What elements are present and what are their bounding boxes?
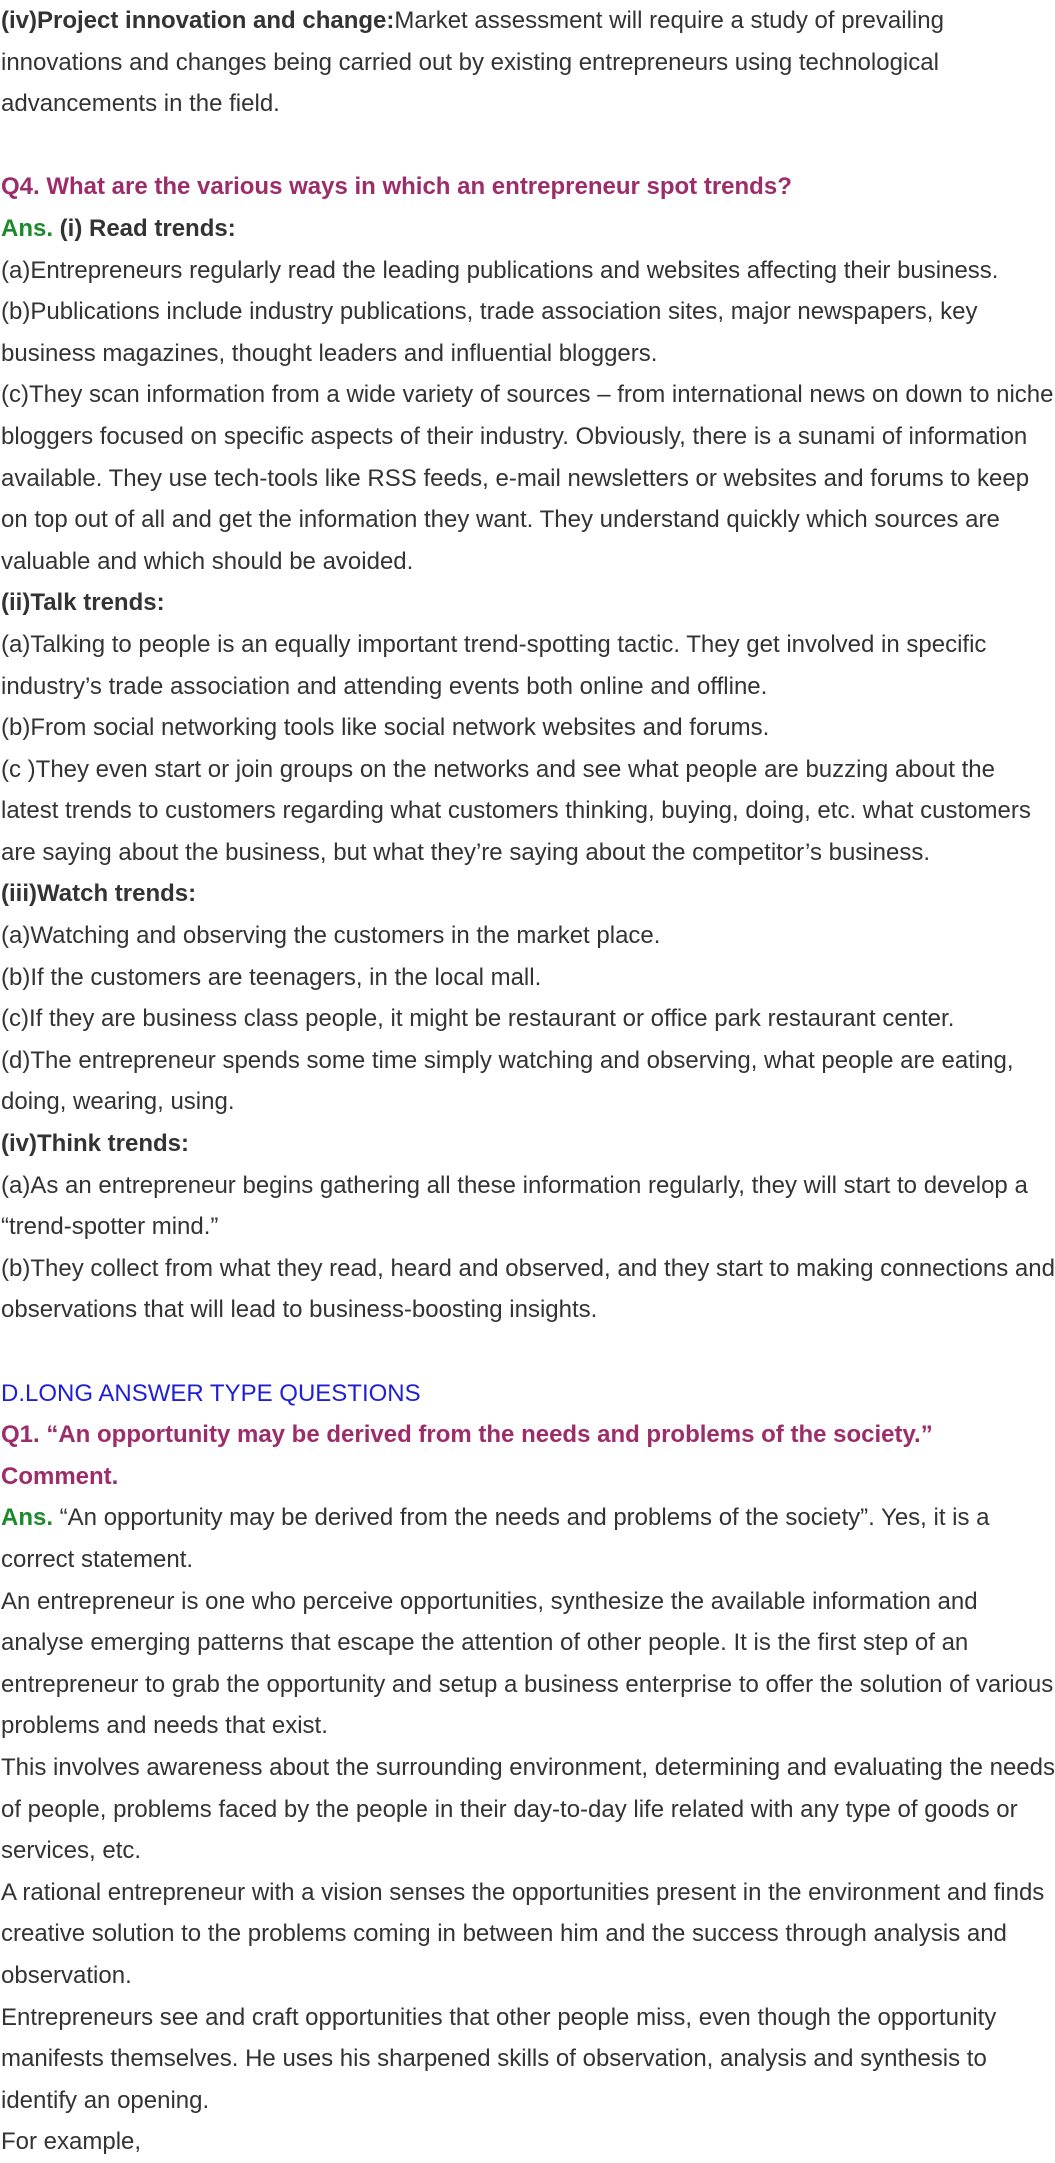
answer-paragraph: This involves awareness about the surrounding environment, determining and evaluating the needs of people, problems faced by the people in their day-to-day life related with any type of goods or services, etc. bbox=[1, 1753, 1055, 1865]
answer-label: Ans. bbox=[1, 214, 54, 242]
watch-trends-heading: (iii)Watch trends: bbox=[1, 880, 197, 908]
answer-paragraph: An entrepreneur is one who perceive opportunities, synthesize the available information and analyse emerging patterns that escape the attention of other people. It is the first step of an entrepreneur to grab the opportunity and setup a business enterprise to offer the solution of various problems and needs that exist. bbox=[1, 1587, 1054, 1740]
spacer bbox=[1, 1331, 1055, 1373]
talk-trends-heading: (ii)Talk trends: bbox=[1, 589, 165, 617]
answer-label: Ans. bbox=[1, 1504, 54, 1532]
answer-paragraph: Entrepreneurs see and craft opportunities that other people miss, even though the opportunity manifests themselves. He uses his sharpened skills of observation, analysis and synthesis to identify an opening. bbox=[1, 2003, 997, 2114]
q4-answer-start bbox=[1, 208, 1055, 250]
talk-item: (a)Talking to people is an equally important trend-spotting tactic. They get involved in specific industry’s trade association and attending events both online and offline. bbox=[1, 630, 987, 700]
watch-item: (a)Watching and observing the customers in the market place. bbox=[1, 922, 661, 950]
q4-question: Q4. What are the various ways in which an entrepreneur spot trends? bbox=[1, 173, 792, 201]
think-item: (a)As an entrepreneur begins gathering all these information regularly, they will start to develop a “trend-spotter mind.” bbox=[1, 1171, 1028, 1241]
d-q1-answer-start bbox=[1, 1497, 1055, 1580]
intro-paragraph bbox=[1, 0, 1055, 125]
talk-item: (b)From social networking tools like social network websites and forums. bbox=[1, 714, 770, 742]
read-item: (c)They scan information from a wide variety of sources – from international news on down to niche bloggers focused on specific aspects of their industry. Obviously, there is a sunami of information available. They use tech-tools like RSS feeds, e-mail newsletters or websites and forums to keep on top out of all and get the information they want. They understand quickly which sources are valuable and which should be avoided. bbox=[1, 381, 1054, 575]
read-item: (a)Entrepreneurs regularly read the leading publications and websites affecting their business. bbox=[1, 256, 999, 284]
section-d-title: D.LONG ANSWER TYPE QUESTIONS bbox=[1, 1379, 421, 1407]
watch-item: (c)If they are business class people, it might be restaurant or office park restaurant center. bbox=[1, 1005, 955, 1033]
intro-heading: (iv)Project innovation and change: bbox=[1, 7, 395, 34]
d-q1-question: Q1. “An opportunity may be derived from the needs and problems of the society.” Comment. bbox=[1, 1421, 933, 1490]
answer-first-text: “An opportunity may be derived from the needs and problems of the society”. Yes, it is a correct statement. bbox=[1, 1504, 990, 1573]
think-trends-heading: (iv)Think trends: bbox=[1, 1130, 190, 1158]
read-trends-heading: (i) Read trends: bbox=[53, 214, 236, 242]
think-item: (b)They collect from what they read, heard and observed, and they start to making connections and observations that will lead to business-boosting insights. bbox=[1, 1254, 1055, 1324]
answer-paragraph: A rational entrepreneur with a vision senses the opportunities present in the environment and finds creative solution to the problems coming in between him and the success through analysis and observation. bbox=[1, 1878, 1045, 1989]
watch-item: (b)If the customers are teenagers, in the local mall. bbox=[1, 963, 542, 991]
watch-item: (d)The entrepreneur spends some time simply watching and observing, what people are eating, doing, wearing, using. bbox=[1, 1046, 1014, 1116]
spacer bbox=[1, 125, 1055, 167]
answer-paragraph: For example, bbox=[1, 2128, 142, 2156]
talk-item: (c )They even start or join groups on the networks and see what people are buzzing about the latest trends to customers regarding what customers thinking, buying, doing, etc. what customers are saying about the business, but what they’re saying about the competitor’s business. bbox=[1, 755, 1031, 866]
intro-text: Market assessment will require a study of prevailing innovations and changes being carried out by existing entrepreneurs using technological advancements in the field. bbox=[1, 7, 944, 118]
read-item: (b)Publications include industry publications, trade association sites, major newspapers, key business magazines, thought leaders and influential bloggers. bbox=[1, 298, 978, 367]
